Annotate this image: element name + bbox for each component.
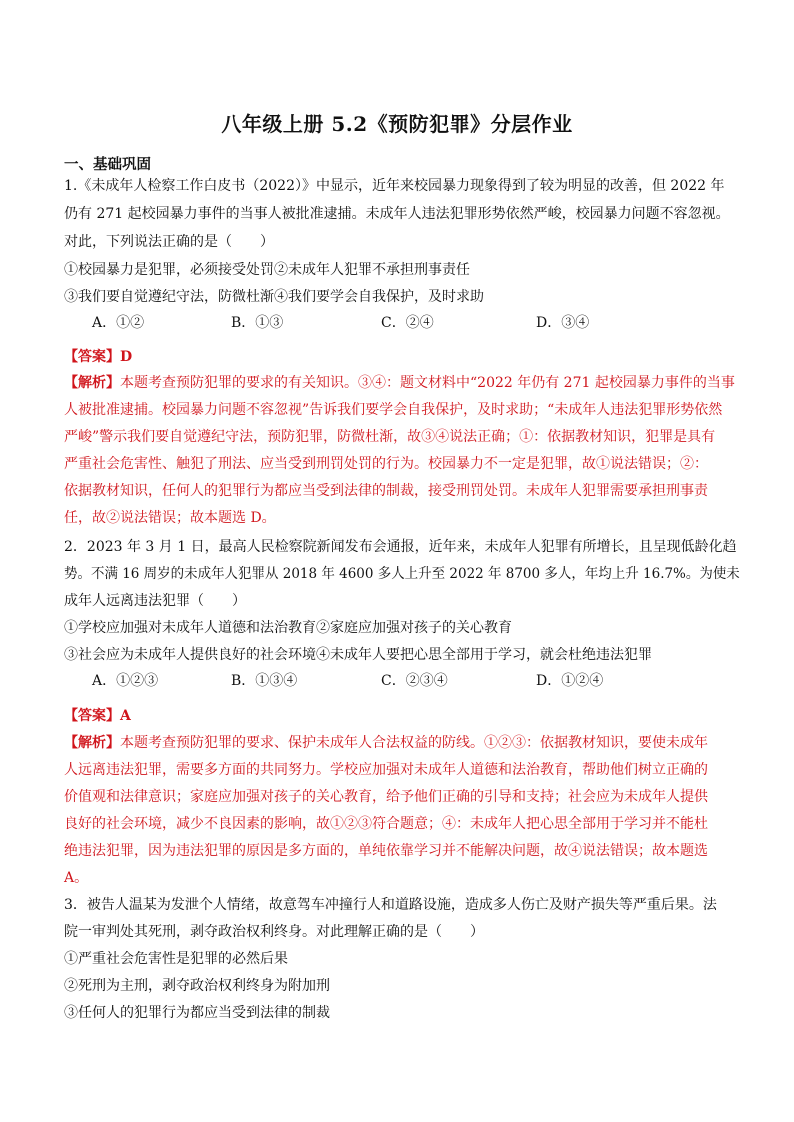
q1-option-d: D．③④: [536, 315, 590, 331]
q1-analysis-line-6: 任，故②说法错误；故本题选 D。: [64, 510, 276, 526]
q1-line-2: 仍有 271 起校园暴力事件的当事人被批准逮捕。未成年人违法犯罪形势依然严峻，校园暴力问题不容忽视。: [64, 206, 730, 222]
q1-answer: [64, 347, 132, 367]
q2-analysis-line-6: A。: [64, 870, 89, 886]
q2-analysis-line-4: 良好的社会环境，减少不良因素的影响，故①②③符合题意；④：未成年人把心思全部用于学习并不能杜: [64, 816, 708, 832]
answer-label: 【答案】: [64, 349, 120, 365]
q2-analysis-line-3: 价值观和法律意识；家庭应加强对孩子的关心教育，给予他们正确的引导和支持；社会应为未成年人提供: [64, 789, 708, 805]
q3-line-1: 3．被告人温某为发泄个人情绪，故意驾车冲撞行人和道路设施，造成多人伤亡及财产损失等严重后果。法: [64, 897, 717, 913]
analysis-label: 【解析】: [64, 735, 120, 751]
q1-analysis-line-2: 人被批准逮捕。校园暴力问题不容忽视”告诉我们要学会自我保护，及时求助；“未成年人违法犯罪形势依然: [64, 402, 723, 418]
q2-line-1: 2．2023 年 3 月 1 日，最高人民检察院新闻发布会通报，近年来，未成年人犯罪有所增长，且呈现低龄化趋: [64, 539, 737, 555]
q1-option-b: B．①③: [231, 315, 284, 331]
q3-line-2: 院一审判处其死刑，剥夺政治权利终身。对此理解正确的是（ ）: [64, 924, 484, 940]
q2-statement-1: ①学校应加强对未成年人道德和法治教育②家庭应加强对孩子的关心教育: [64, 620, 512, 636]
q1-analysis-line-1: [64, 373, 735, 393]
q2-analysis-line-5: 绝违法犯罪，因为违法犯罪的原因是多方面的，单纯依靠学习并不能解决问题，故④说法错误；故本题选: [64, 843, 708, 859]
q2-line-2: 势。不满 16 周岁的未成年人犯罪从 2018 年 4600 多人上升至 2022 年 8700 多人，年均上升 16.7%。为使未: [64, 566, 740, 582]
answer-value: A: [120, 708, 131, 724]
q1-line-3: 对此，下列说法正确的是（ ）: [64, 234, 274, 250]
q1-line-1: 1.《未成年人检察工作白皮书（2022）》中显示，近年来校园暴力现象得到了较为明显的改善，但 2022 年: [64, 178, 725, 194]
q2-option-d: D．①②④: [536, 673, 604, 689]
answer-value: D: [120, 349, 133, 365]
page-title: 八年级上册 5.2《预防犯罪》分层作业: [221, 112, 573, 136]
q2-statement-2: ③社会应为未成年人提供良好的社会环境④未成年人要把心思全部用于学习，就会杜绝违法犯罪: [64, 647, 652, 663]
q2-line-3: 成年人远离违法犯罪（ ）: [64, 593, 246, 609]
q1-option-c: C．②④: [381, 315, 434, 331]
q1-option-a: A．①②: [92, 315, 145, 331]
q2-option-a: A．①②③: [92, 673, 159, 689]
analysis-label: 【解析】: [64, 375, 120, 391]
q3-statement-2: ②死刑为主刑，剥夺政治权利终身为附加刑: [64, 978, 330, 994]
q2-option-b: B．①③④: [231, 673, 298, 689]
q1-statement-2: ③我们要自觉遵纪守法，防微杜渐④我们要学会自我保护，及时求助: [64, 289, 484, 305]
answer-label: 【答案】: [64, 708, 120, 724]
q2-answer: [64, 706, 131, 726]
q3-statement-1: ①严重社会危害性是犯罪的必然后果: [64, 951, 288, 967]
q2-analysis-line-1: [64, 733, 708, 753]
q1-statement-1: ①校园暴力是犯罪，必须接受处罚②未成年人犯罪不承担刑事责任: [64, 262, 470, 278]
analysis-text: 本题考查预防犯罪的要求的有关知识。③④：题文材料中“2022 年仍有 271 起校园暴力事件的当事: [120, 375, 735, 391]
q1-analysis-line-5: 依据教材知识，任何人的犯罪行为都应当受到法律的制裁，接受刑罚处罚。未成年人犯罪需要承担刑事责: [64, 483, 708, 499]
section-heading: 一、基础巩固: [64, 156, 151, 173]
q2-analysis-line-2: 人远离违法犯罪，需要多方面的共同努力。学校应加强对未成年人道德和法治教育，帮助他们树立正确的: [64, 762, 708, 778]
q1-analysis-line-4: 严重社会危害性、触犯了刑法、应当受到刑罚处罚的行为。校园暴力不一定是犯罪，故①说法错误；②：: [64, 456, 708, 472]
q1-analysis-line-3: 严峻”警示我们要自觉遵纪守法，预防犯罪，防微杜渐，故③④说法正确；①：依据教材知识，犯罪是具有: [64, 429, 716, 445]
analysis-text: 本题考查预防犯罪的要求、保护未成年人合法权益的防线。①②③：依据教材知识，要使未成年: [120, 735, 708, 751]
q2-option-c: C．②③④: [381, 673, 448, 689]
q3-statement-3: ③任何人的犯罪行为都应当受到法律的制裁: [64, 1005, 330, 1021]
